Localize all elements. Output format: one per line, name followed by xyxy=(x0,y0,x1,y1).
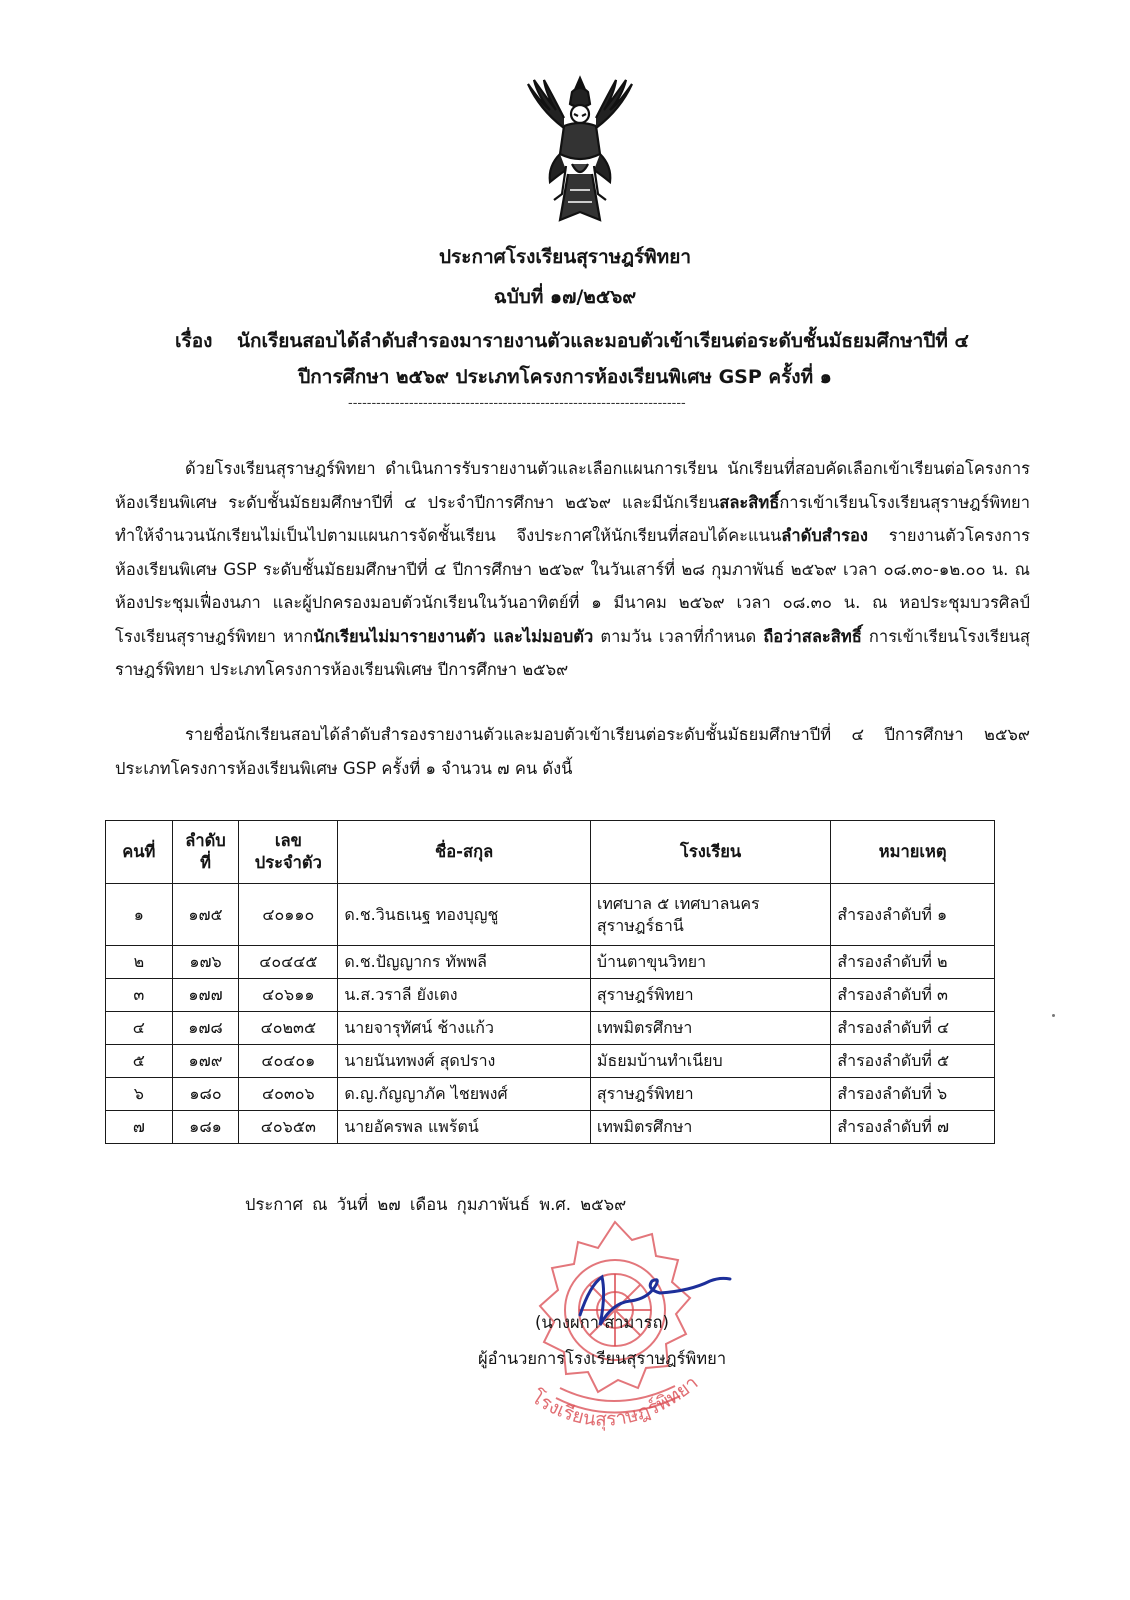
cell-name: ด.ช.ปัญญากร ทัพพลี xyxy=(338,946,591,979)
header-student-id: เลข ประจำตัว xyxy=(239,821,338,884)
cell-rank: ๑๘๑ xyxy=(172,1111,239,1144)
header-no: คนที่ xyxy=(106,821,173,884)
number-value: ๑๗/๒๕๖๙ xyxy=(550,286,637,308)
cell-name: นายอัครพล แพร้ตน์ xyxy=(338,1111,591,1144)
cell-no: ๔ xyxy=(106,1012,173,1045)
cell-id: ๔๐๔๔๕ xyxy=(239,946,338,979)
table-row xyxy=(106,1012,995,1045)
cell-rank: ๑๘๐ xyxy=(172,1078,239,1111)
cell-rank: ๑๗๕ xyxy=(172,884,239,946)
cell-no: ๕ xyxy=(106,1045,173,1078)
paragraph1-bold-forfeited: ถือว่าสละสิทธิ์ xyxy=(763,626,862,646)
cell-id: ๔๐๔๐๑ xyxy=(239,1045,338,1078)
cell-remark: สำรองลำดับที่ ๗ xyxy=(831,1111,995,1144)
announcement-date: ประกาศ ณ วันที่ ๒๗ เดือน กุมภาพันธ์ พ.ศ. ๒๕๖๙ xyxy=(245,1195,627,1214)
cell-no: ๓ xyxy=(106,979,173,1012)
cell-no: ๗ xyxy=(106,1111,173,1144)
paragraph1-bold-noshow: นักเรียนไม่มารายงานตัว และไม่มอบตัว xyxy=(313,626,594,646)
cell-no: ๖ xyxy=(106,1078,173,1111)
cell-name: ด.ญ.กัญญาภัค ไชยพงศ์ xyxy=(338,1078,591,1111)
cell-rank: ๑๗๗ xyxy=(172,979,239,1012)
cell-name: ด.ช.วินธเนฐ ทองบุญชู xyxy=(338,884,591,946)
signer-position: ผู้อำนวยการโรงเรียนสุราษฎร์พิทยา xyxy=(478,1349,727,1368)
header-rank: ลำดับ ที่ xyxy=(172,821,239,884)
header-remark: หมายเหตุ xyxy=(831,821,995,884)
cell-school: เทศบาล ๕ เทศบาลนคร สุราษฎร์ธานี xyxy=(590,884,830,946)
cell-id: ๔๐๑๑๐ xyxy=(239,884,338,946)
cell-remark: สำรองลำดับที่ ๔ xyxy=(831,1012,995,1045)
table-row xyxy=(106,946,995,979)
cell-id: ๔๐๒๓๕ xyxy=(239,1012,338,1045)
subject-text-1: นักเรียนสอบได้ลำดับสำรองมารายงานตัวและมอบตัวเข้าเรียนต่อระดับชั้นมัธยมศึกษาปีที่ ๔ xyxy=(237,330,969,352)
cell-school: สุราษฎร์พิทยา xyxy=(590,1078,830,1111)
cell-id: ๔๐๖๑๑ xyxy=(239,979,338,1012)
cell-id: ๔๐๖๕๓ xyxy=(239,1111,338,1144)
header-name: ชื่อ-สกุล xyxy=(338,821,591,884)
scan-speck xyxy=(1052,1014,1055,1017)
cell-school: บ้านตาขุนวิทยา xyxy=(590,946,830,979)
cell-rank: ๑๗๖ xyxy=(172,946,239,979)
subject-line-1 xyxy=(175,328,995,354)
cell-rank: ๑๗๙ xyxy=(172,1045,239,1078)
cell-remark: สำรองลำดับที่ ๖ xyxy=(831,1078,995,1111)
header-school: โรงเรียน xyxy=(590,821,830,884)
body-paragraph-2 xyxy=(115,718,1030,785)
garuda-emblem-icon xyxy=(520,70,640,230)
cell-school: เทพมิตรศึกษา xyxy=(590,1111,830,1144)
announcement-organization: ประกาศโรงเรียนสุราษฎร์พิทยา xyxy=(438,246,692,268)
paragraph2-text: รายชื่อนักเรียนสอบได้ลำดับสำรองรายงานตัวและมอบตัวเข้าเรียนต่อระดับชั้นมัธยมศึกษาปีที่ ๔ ปีการศึกษา ๒๕๖๙ ประเภทโครงการห้องเรียนพิเศษ GSP ครั้งที่ ๑ จำนวน ๗ คน ดังนี้ xyxy=(115,725,1030,778)
paragraph1-bold-reserve: ลำดับสำรอง xyxy=(781,526,868,545)
student-table xyxy=(105,820,995,1144)
paragraph1-part-a: ด้วยโรงเรียนสุราษฎร์พิทยา ดำเนินการรับรายงานตัวและเลือกแผนการเรียน นักเรียนที่สอบคัดเลือกเข้าเรียนต่อโครงการห้องเรียนพิเศษ ระดับชั้นมัธยมศึกษาปีที่ ๔ ประจำปีการศึกษา ๒๕๖๙ และมีนักเรียน xyxy=(115,459,1030,512)
paragraph1-part-c: รายงานตัวโครงการห้องเรียนพิเศษ GSP ระดับชั้นมัธยมศึกษาปีที่ ๔ ปีการศึกษา ๒๕๖๙ ในวันเสาร์ที่ ๒๘ กุมภาพันธ์ ๒๕๖๙ เวลา ๐๘.๓๐-๑๒.๐๐ น. ณ ห้องประชุมเฟื่องนภา และผู้ปกครองมอบตัวนักเรียนในวันอาทิตย์ที่ ๑ มีนาคม ๒๕๖๙ เวลา ๐๘.๓๐ น. ณ หอประชุมบวรศิลป์ โรงเรียนสุราษฎร์พิทยา หาก xyxy=(115,526,1031,646)
cell-rank: ๑๗๘ xyxy=(172,1012,239,1045)
seal-text: โรงเรียนสุราษฎร์พิทยา xyxy=(527,1371,703,1431)
table-row xyxy=(106,979,995,1012)
subject-line-2: ปีการศึกษา ๒๕๖๙ ประเภทโครงการห้องเรียนพิเศษ GSP ครั้งที่ ๑ xyxy=(298,366,832,388)
body-paragraph-1 xyxy=(115,452,1030,687)
cell-remark: สำรองลำดับที่ ๕ xyxy=(831,1045,995,1078)
cell-school: สุราษฎร์พิทยา xyxy=(590,979,830,1012)
subject-label: เรื่อง xyxy=(175,330,213,352)
announcement-number xyxy=(100,284,1030,310)
cell-id: ๔๐๓๐๖ xyxy=(239,1078,338,1111)
number-label: ฉบับที่ xyxy=(493,286,544,308)
table-row xyxy=(106,1045,995,1078)
signer-name: (นางผกา สามารถ) xyxy=(535,1313,669,1332)
paragraph1-part-e: การเข้าเรียนโรงเรียนสุราษฎร์พิทยา ประเภทโครงการห้องเรียนพิเศษ ปีการศึกษา ๒๕๖๙ xyxy=(115,626,1030,679)
cell-remark: สำรองลำดับที่ ๑ xyxy=(831,884,995,946)
cell-name: น.ส.วราลี ยังเตง xyxy=(338,979,591,1012)
cell-no: ๑ xyxy=(106,884,173,946)
table-row xyxy=(106,1078,995,1111)
table-row xyxy=(106,884,995,946)
cell-no: ๒ xyxy=(106,946,173,979)
paragraph1-part-d: ตามวัน เวลาที่กำหนด xyxy=(593,626,764,646)
divider-line: ------------------------------------------------------------------------ xyxy=(348,396,686,411)
table-header-row xyxy=(106,821,995,884)
cell-school: มัธยมบ้านทำเนียบ xyxy=(590,1045,830,1078)
table-row xyxy=(106,1111,995,1144)
cell-name: นายนันทพงศ์ สุดปราง xyxy=(338,1045,591,1078)
cell-remark: สำรองลำดับที่ ๓ xyxy=(831,979,995,1012)
paragraph1-part-b: การเข้าเรียนโรงเรียนสุราษฎร์พิทยา ทำให้จำนวนนักเรียนไม่เป็นไปตามแผนการจัดชั้นเรียน จึงประกาศให้นักเรียนที่สอบได้คะแนน xyxy=(115,492,1030,545)
paragraph1-bold-forfeit: สละสิทธิ์ xyxy=(719,492,780,512)
cell-name: นายจารุทัศน์ ช้างแก้ว xyxy=(338,1012,591,1045)
cell-remark: สำรองลำดับที่ ๒ xyxy=(831,946,995,979)
cell-school: เทพมิตรศึกษา xyxy=(590,1012,830,1045)
